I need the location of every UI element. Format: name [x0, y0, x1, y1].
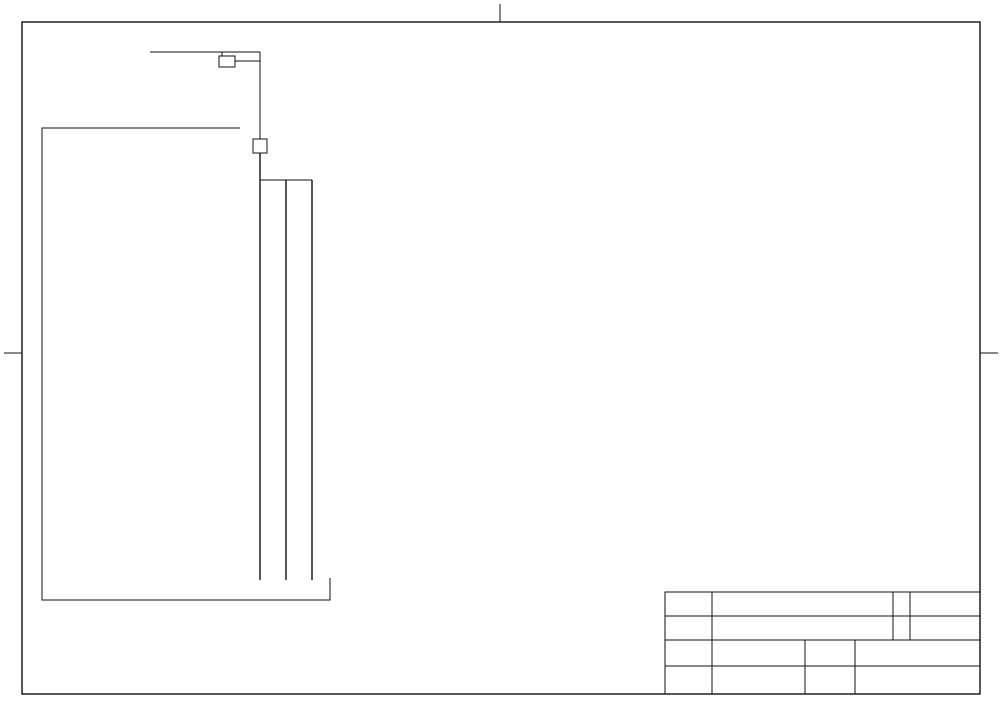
watt-hour-meter [219, 56, 235, 67]
main-earth-leakage-breaker [253, 139, 267, 153]
title-block [665, 592, 980, 694]
seismic-connection-line [42, 128, 330, 600]
drawing-frame [22, 22, 980, 694]
